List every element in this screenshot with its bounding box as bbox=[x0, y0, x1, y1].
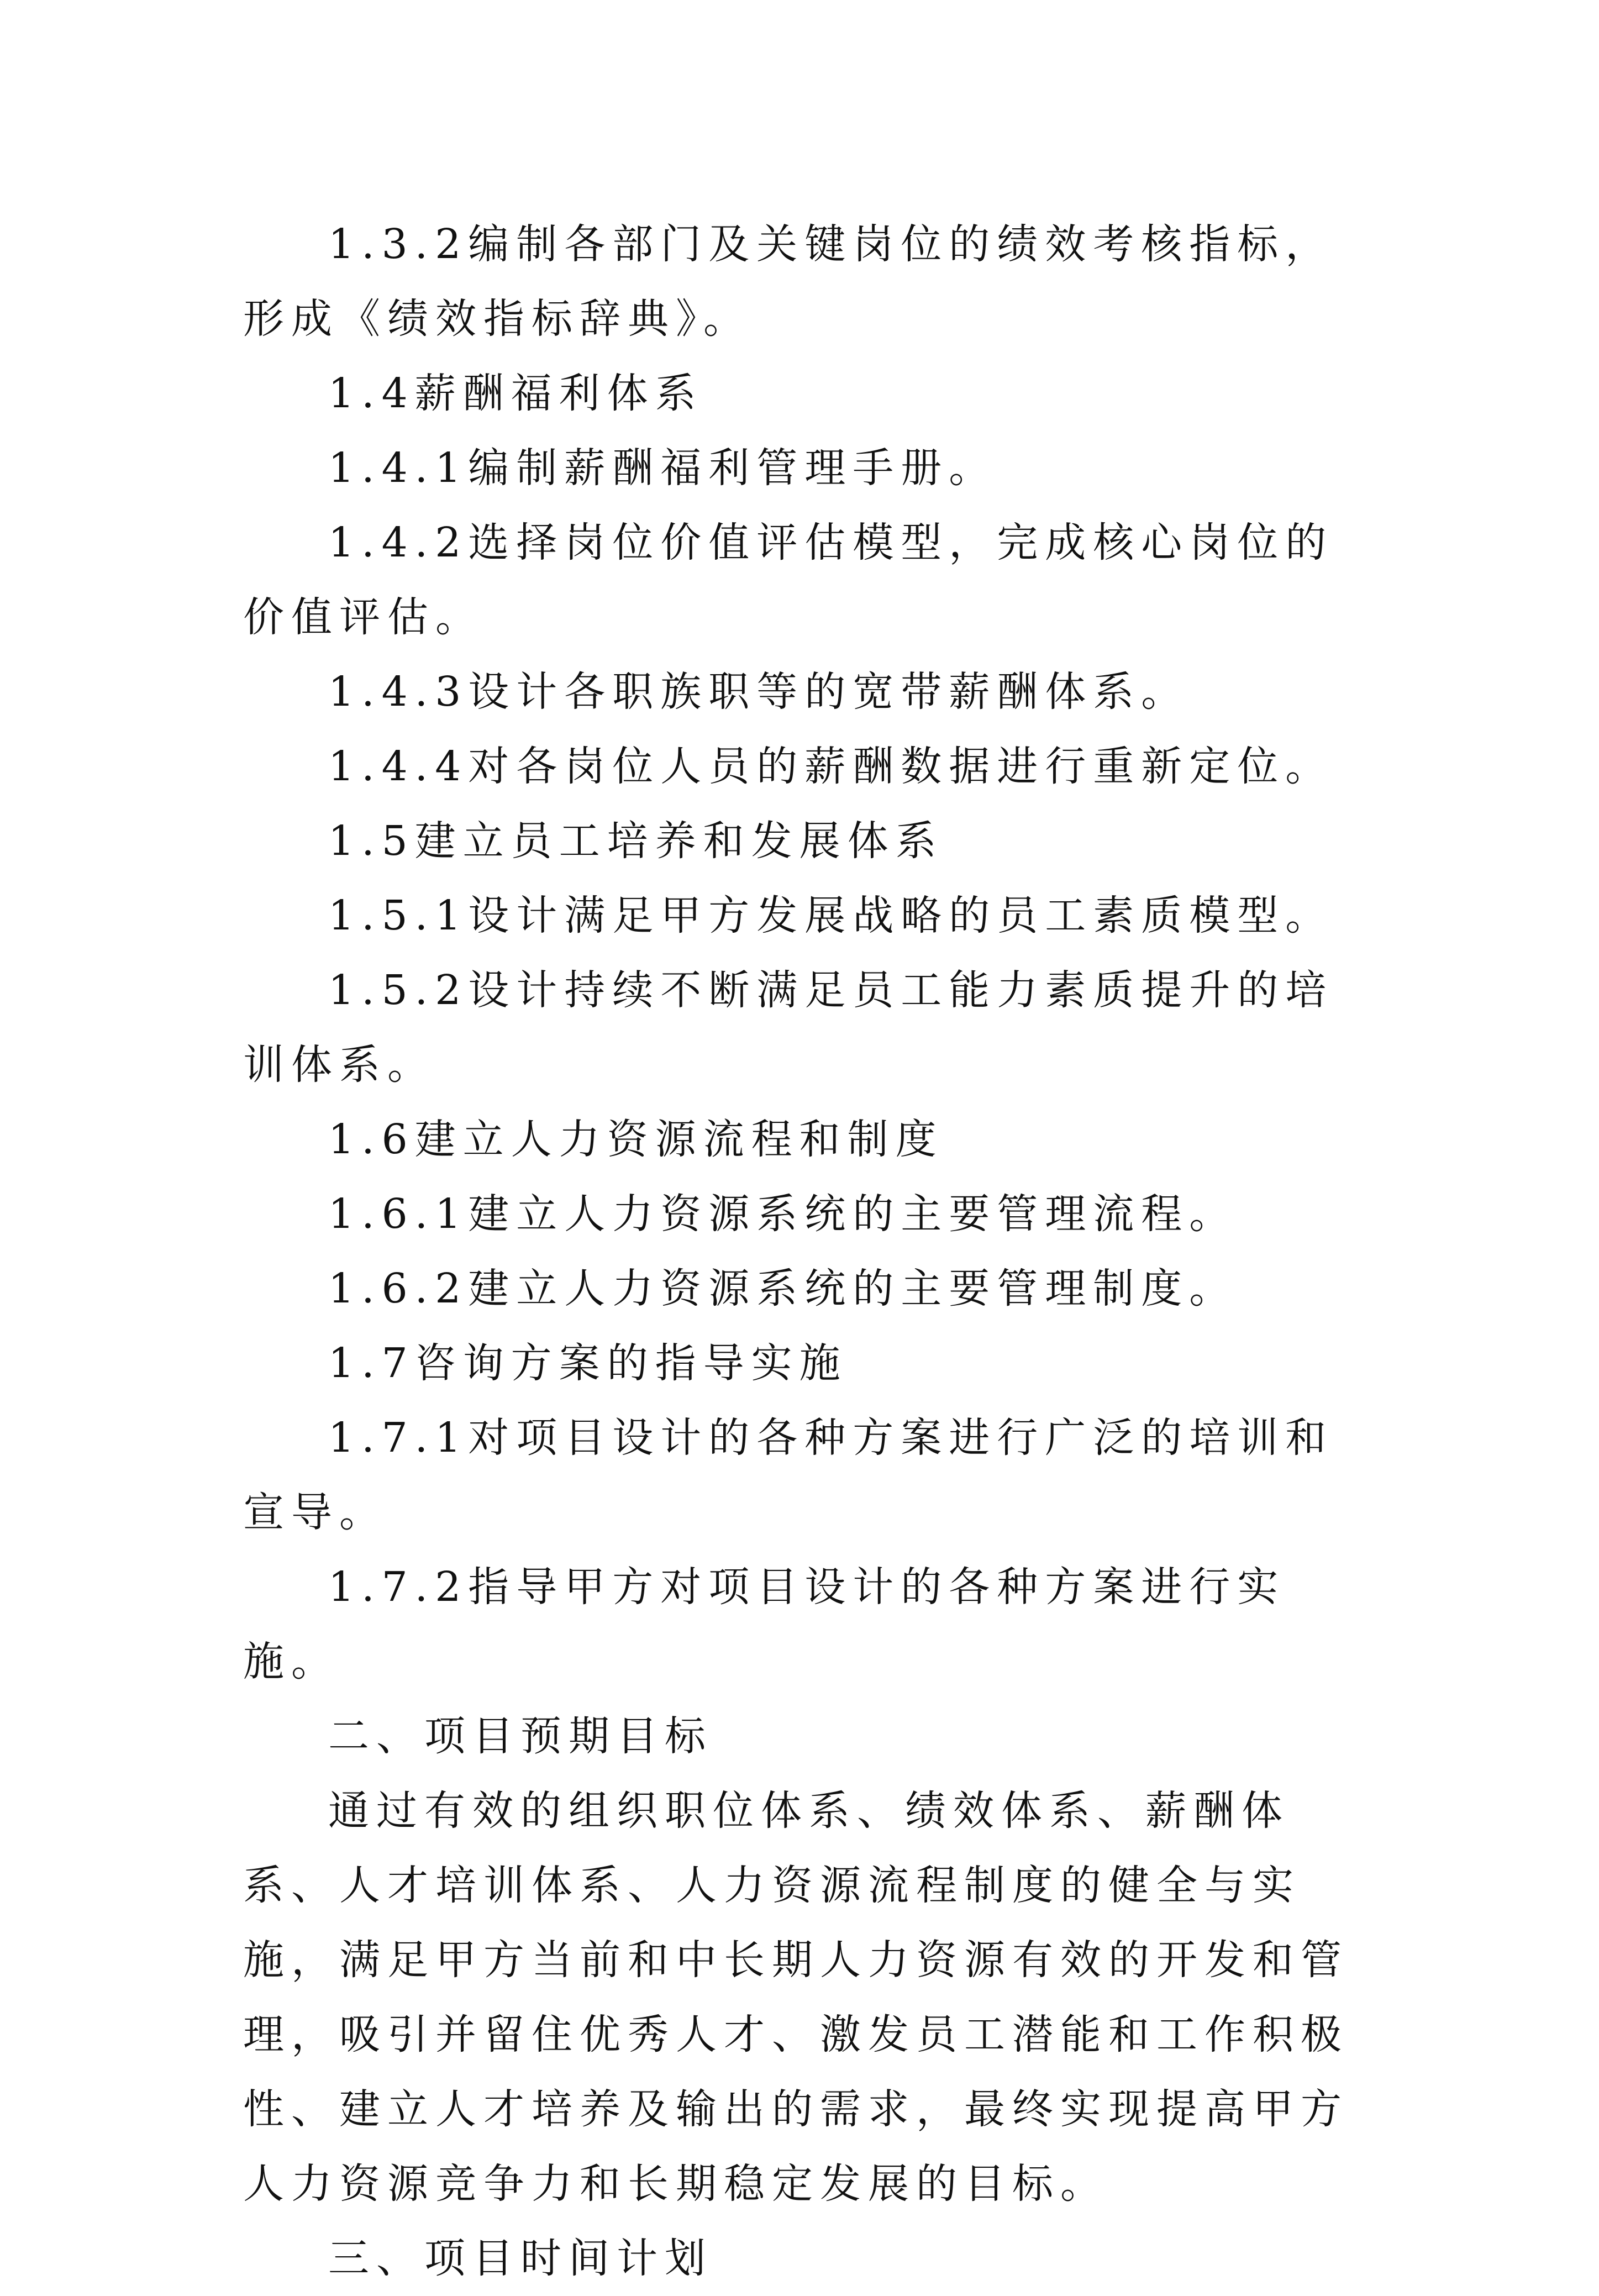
paragraph-1-4-4: 1.4.4对各岗位人员的薪酬数据进行重新定位。 bbox=[328, 743, 1334, 790]
paragraph-1-6-2: 1.6.2建立人力资源系统的主要管理制度。 bbox=[328, 1265, 1238, 1312]
paragraph-1-3-2: 1.3.2编制各部门及关键岗位的绩效考核指标，形成《绩效指标辞典》。 bbox=[243, 220, 1334, 343]
paragraph-1-6-1: 1.6.1建立人力资源系统的主要管理流程。 bbox=[328, 1190, 1238, 1238]
paragraph-1-5-1: 1.5.1设计满足甲方发展战略的员工素质模型。 bbox=[328, 892, 1334, 939]
paragraph-1-7-1: 1.7.1对项目设计的各种方案进行广泛的培训和宣导。 bbox=[243, 1414, 1334, 1536]
document-body bbox=[243, 207, 1370, 2296]
paragraph-expected-goals: 通过有效的组织职位体系、绩效体系、薪酬体系、人才培训体系、人力资源流程制度的健全与实施，满足甲方当前和中长期人力资源有效的开发和管理，吸引并留住优秀人才、激发员工潜能和工作积极性、建立人才培养及输出的需求，最终实现提高甲方人力资源竞争力和长期稳定发展的目标。 bbox=[243, 1787, 1349, 2208]
heading-section-3: 三、项目时间计划 bbox=[328, 2235, 713, 2282]
paragraph-1-4-2: 1.4.2选择岗位价值评估模型，完成核心岗位的价值评估。 bbox=[243, 519, 1334, 641]
heading-1-7: 1.7咨询方案的指导实施 bbox=[328, 1339, 848, 1387]
paragraph-1-4-3: 1.4.3设计各职族职等的宽带薪酬体系。 bbox=[328, 668, 1190, 716]
paragraph-1-5-2: 1.5.2设计持续不断满足员工能力素质提升的培训体系。 bbox=[243, 966, 1334, 1089]
heading-1-6: 1.6建立人力资源流程和制度 bbox=[328, 1116, 944, 1163]
paragraph-1-7-2: 1.7.2指导甲方对项目设计的各种方案进行实施。 bbox=[243, 1563, 1286, 1685]
heading-1-5: 1.5建立员工培养和发展体系 bbox=[328, 817, 944, 865]
paragraph-1-4-1: 1.4.1编制薪酬福利管理手册。 bbox=[328, 444, 997, 492]
heading-section-2: 二、项目预期目标 bbox=[328, 1712, 713, 1760]
heading-1-4: 1.4薪酬福利体系 bbox=[328, 370, 703, 417]
